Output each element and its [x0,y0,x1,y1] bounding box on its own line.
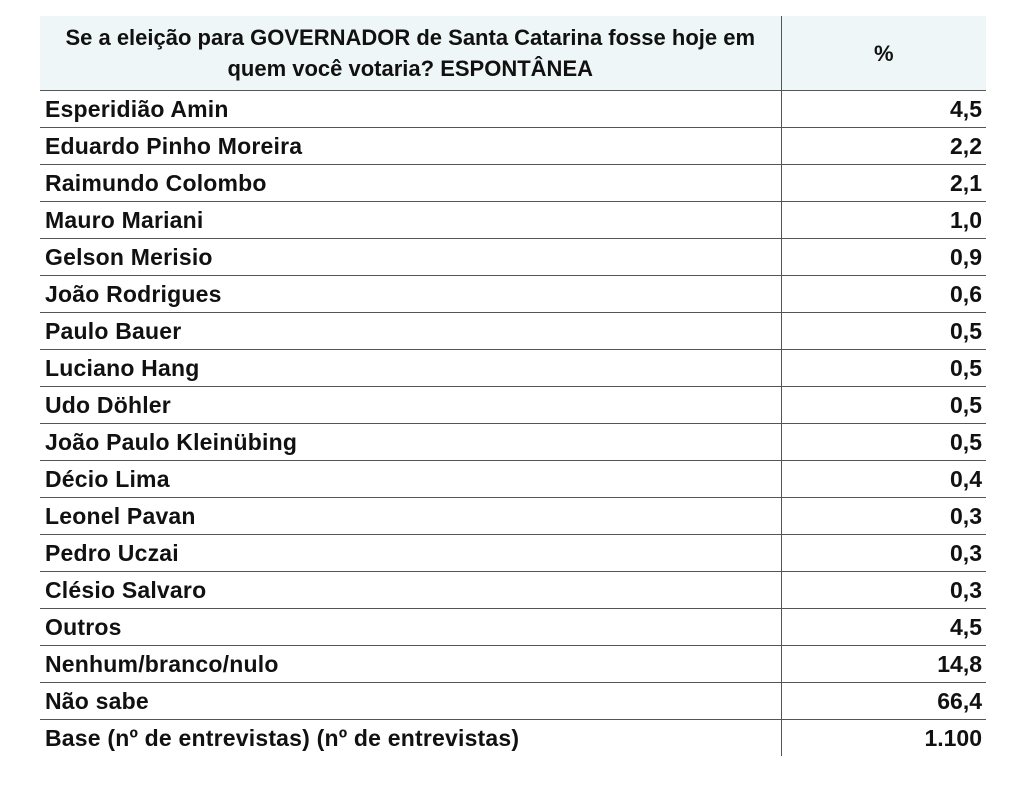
table-row [40,683,986,720]
candidate-percent: 2,2 [781,128,986,165]
base-row [40,720,986,757]
candidate-name: Luciano Hang [40,350,781,387]
candidate-percent: 0,3 [781,535,986,572]
candidate-percent: 0,3 [781,572,986,609]
candidate-name: João Paulo Kleinübing [40,424,781,461]
table-row [40,646,986,683]
percent-header: % [781,16,986,91]
candidate-name: Clésio Salvaro [40,572,781,609]
candidate-name: Udo Döhler [40,387,781,424]
poll-table-container [40,16,986,756]
table-row [40,350,986,387]
table-row [40,424,986,461]
table-header [40,16,986,91]
table-row [40,461,986,498]
candidate-name: Leonel Pavan [40,498,781,535]
base-label: Base (nº de entrevistas) (nº de entrevistas) [40,720,781,757]
candidate-name: Raimundo Colombo [40,165,781,202]
candidate-name: Décio Lima [40,461,781,498]
candidate-percent: 0,5 [781,313,986,350]
candidate-percent: 4,5 [781,609,986,646]
candidate-name: Gelson Merisio [40,239,781,276]
table-row [40,276,986,313]
candidate-percent: 66,4 [781,683,986,720]
candidate-percent: 0,6 [781,276,986,313]
candidate-percent: 1,0 [781,202,986,239]
candidate-name: Mauro Mariani [40,202,781,239]
candidate-name: Pedro Uczai [40,535,781,572]
table-row [40,498,986,535]
candidate-percent: 0,3 [781,498,986,535]
candidate-name: Outros [40,609,781,646]
poll-results-table [40,16,986,756]
header-row [40,16,986,91]
candidate-percent: 0,5 [781,387,986,424]
table-row [40,165,986,202]
table-row [40,535,986,572]
table-body [40,91,986,757]
table-row [40,239,986,276]
table-row [40,91,986,128]
candidate-percent: 0,4 [781,461,986,498]
question-header: Se a eleição para GOVERNADOR de Santa Catarina fosse hoje em quem você votaria? ESPONTÂNEA [40,16,781,91]
table-row [40,387,986,424]
table-row [40,202,986,239]
candidate-percent: 0,5 [781,350,986,387]
candidate-name: Esperidião Amin [40,91,781,128]
candidate-percent: 14,8 [781,646,986,683]
candidate-name: Eduardo Pinho Moreira [40,128,781,165]
candidate-name: Não sabe [40,683,781,720]
table-row [40,609,986,646]
table-row [40,572,986,609]
table-row [40,313,986,350]
candidate-name: João Rodrigues [40,276,781,313]
candidate-name: Paulo Bauer [40,313,781,350]
candidate-percent: 2,1 [781,165,986,202]
candidate-percent: 4,5 [781,91,986,128]
candidate-percent: 0,5 [781,424,986,461]
candidate-percent: 0,9 [781,239,986,276]
candidate-name: Nenhum/branco/nulo [40,646,781,683]
base-value: 1.100 [924,724,982,751]
table-row [40,128,986,165]
